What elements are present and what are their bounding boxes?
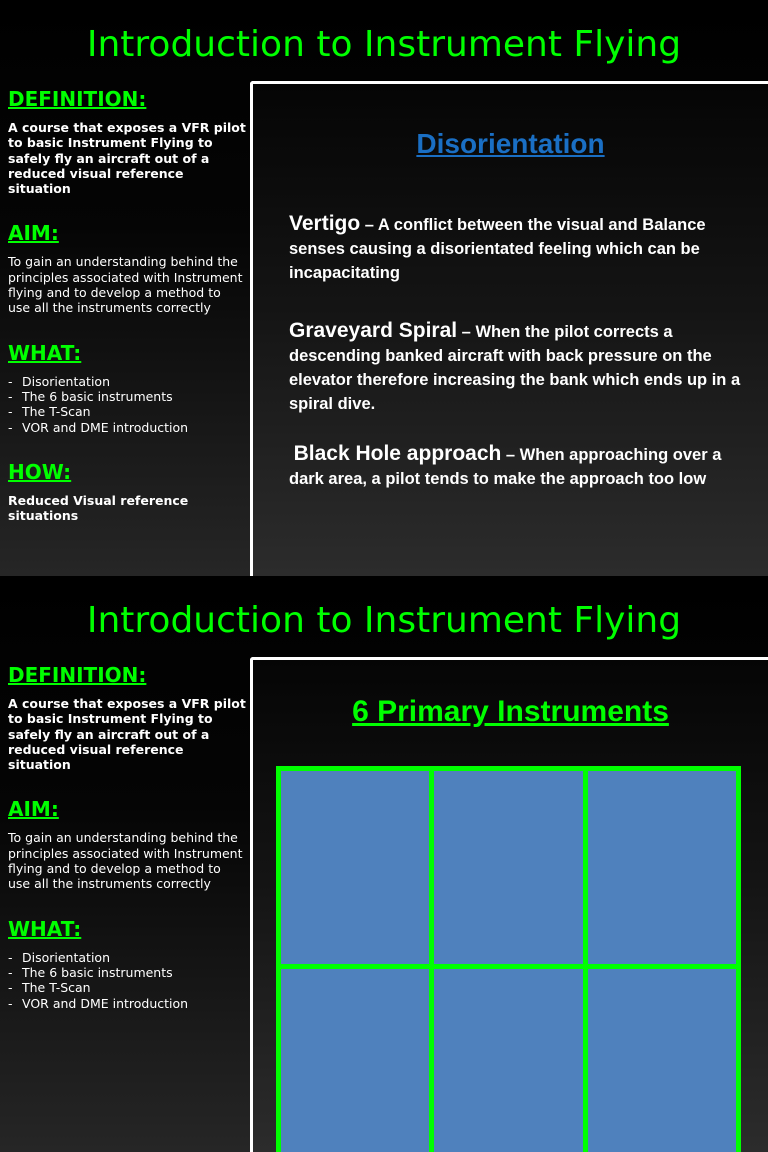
list-item: - VOR and DME introduction: [8, 996, 246, 1011]
list-item: - The T-Scan: [8, 404, 246, 419]
term-description: – When the pilot corrects a descending banked aircraft with back pressure on the elevator therefore increasing the bank which ends up in a spiral dive.: [289, 323, 740, 413]
instrument-cell: [588, 969, 736, 1152]
term-description: – A conflict between the visual and Balance senses causing a disorientated feeling which can be incapacitating: [289, 216, 706, 282]
term-name: Graveyard Spiral: [289, 319, 457, 342]
panel-heading: 6 Primary Instruments: [253, 694, 768, 730]
content-panel: [250, 81, 768, 576]
list-item: - VOR and DME introduction: [8, 420, 246, 435]
term-description: – When approaching over a dark area, a pilot tends to make the approach too low: [289, 446, 721, 488]
what-heading: WHAT:: [8, 916, 246, 942]
sidebar: [8, 662, 246, 1035]
aim-heading: AIM:: [8, 220, 246, 246]
instrument-cell: [281, 969, 429, 1152]
instrument-cell: [588, 771, 736, 964]
aim-section: [8, 796, 246, 891]
definition-text: A course that exposes a VFR pilot to basic Instrument Flying to safely fly an aircraft out of a reduced visual reference situation: [8, 120, 246, 196]
definition-section: [8, 662, 246, 772]
what-heading: WHAT:: [8, 340, 246, 366]
slide-title: Introduction to Instrument Flying: [0, 600, 768, 642]
panel-heading-link[interactable]: Disorientation: [253, 127, 768, 161]
definition-text: A course that exposes a VFR pilot to basic Instrument Flying to safely fly an aircraft out of a reduced visual reference situation: [8, 696, 246, 772]
list-item: - The T-Scan: [8, 980, 246, 995]
list-item: - Disorientation: [8, 374, 246, 389]
slide-primary-instruments: [0, 576, 768, 1152]
definition-heading: DEFINITION:: [8, 662, 246, 688]
how-heading: HOW:: [8, 459, 246, 485]
what-section: [8, 340, 246, 435]
term-name: Vertigo: [289, 212, 360, 235]
aim-section: [8, 220, 246, 315]
how-text: Reduced Visual reference situations: [8, 493, 246, 524]
instrument-cell: [434, 771, 582, 964]
definition-section: [8, 86, 246, 196]
instrument-cell: [434, 969, 582, 1152]
list-item: - The 6 basic instruments: [8, 389, 246, 404]
term-vertigo: [289, 212, 744, 285]
aim-heading: AIM:: [8, 796, 246, 822]
list-item: - Disorientation: [8, 950, 246, 965]
aim-text: To gain an understanding behind the principles associated with Instrument flying and to develop a method to use all the instruments correctly: [8, 254, 246, 315]
how-section: [8, 459, 246, 524]
what-list: [8, 374, 246, 435]
term-graveyard-spiral: [289, 319, 744, 416]
instrument-grid: [276, 766, 741, 1152]
list-item: - The 6 basic instruments: [8, 965, 246, 980]
sidebar: [8, 86, 246, 547]
term-name: Black Hole approach: [294, 442, 502, 465]
aim-text: To gain an understanding behind the principles associated with Instrument flying and to develop a method to use all the instruments correctly: [8, 830, 246, 891]
what-list: [8, 950, 246, 1011]
what-section: [8, 916, 246, 1011]
term-black-hole-approach: [289, 442, 744, 491]
slide-title: Introduction to Instrument Flying: [0, 24, 768, 66]
definition-heading: DEFINITION:: [8, 86, 246, 112]
instrument-cell: [281, 771, 429, 964]
